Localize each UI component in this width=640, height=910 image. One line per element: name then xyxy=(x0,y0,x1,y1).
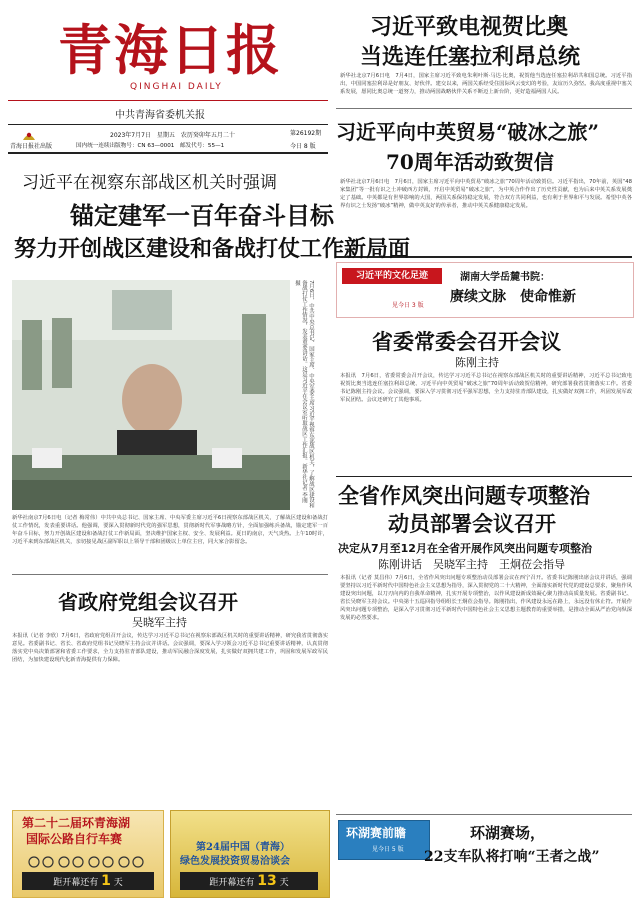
headline1-body: 新华社北京7月6日电 7月4日，国家主席习近平致电朱利叶斯·马达·比奥，祝贺他当选连任塞拉利昂共和国总统。习近平指出，中国同塞拉利昂是好朋友、好伙伴。建交以来，两国关系经受住国际风云变幻的考验，友谊历久弥坚。我高度重视中塞关系发展，愿同比奥总统一道努力，推动两国战略伙伴关系不断迈上新台阶，更好造福两国人民。 xyxy=(340,73,632,95)
masthead-org: 中共青海省委机关报 xyxy=(115,110,205,121)
gov-title: 省政府党组会议召开 xyxy=(58,590,238,614)
lead-title-line2: 努力开创战区建设和备战打仗工作新局面 xyxy=(14,236,411,262)
standing-subtitle: 陈刚主持 xyxy=(455,356,499,369)
style-sub2: 陈刚讲话 吴晓军主持 王炯莅会指导 xyxy=(378,558,565,571)
headline2-title-line2: 70周年活动致贺信 xyxy=(386,150,554,174)
ad-cycling-count-num: 1 xyxy=(101,873,111,889)
headline1-title-line1: 习近平致电视贺比奥 xyxy=(370,14,569,40)
headline1-title-line2: 当选连任塞拉利昂总统 xyxy=(360,44,581,70)
masthead-publisher: 青海日报社出版 xyxy=(10,143,53,150)
culture-subhead: 湖南大学岳麓书院： xyxy=(460,272,550,283)
ad-fair-countdown xyxy=(180,872,318,890)
culture-title: 赓续文脉 使命惟新 xyxy=(450,289,576,305)
standing-title: 省委常委会召开会议 xyxy=(372,329,561,354)
style-sub1: 决定从7月至12月在全省开展作风突出问题专项整治 xyxy=(338,542,592,555)
ad-cycling-line2: 国际公路自行车赛 xyxy=(26,832,123,846)
ad-fair-count-pre: 距开幕还有 xyxy=(209,878,255,888)
race-title-line2: 22支车队将打响“王者之战” xyxy=(424,849,600,865)
style-title-line1: 全省作风突出问题专项整治 xyxy=(338,483,590,508)
culture-banner: 习近平的文化足迹 xyxy=(342,268,442,284)
race-title-line1: 环湖赛场， xyxy=(470,824,546,842)
gov-subtitle: 吴晓军主持 xyxy=(132,616,187,629)
gov-body: 本报讯（记者 李欣）7月6日，省政府党组召开会议，传达学习习近平总书记在视察东部战区机关时的重要讲话精神，研究我省贯彻落实意见。省委副书记、省长、省政府党组书记吴晓军主持会议并讲话。会议强调，要深入学习领会习近平总书记重要讲话精神，认真贯彻落实党中央决策部署和省委工作要求，全力支持驻青部队建设，推动军民融合深度发展，扎实做好双拥共建工作，巩固和发展军政军民团结，为加快建设现代化新青海提供有力保障。 xyxy=(12,633,328,663)
masthead-cn-line: 国内统一连续出版物号：CN 63—0001 邮发代号：55—1 xyxy=(76,143,225,149)
lead-body: 新华社南京7月6日电（记者 梅常伟）中共中央总书记、国家主席、中央军委主席习近平6日视察东部战区机关，了解战区建设和备战打仗工作情况，发表重要讲话。他强调，要深入贯彻新时代党的强军思想，贯彻新时代军事战略方针，全面加强练兵备战，锚定建军一百年奋斗目标，努力开创战区建设和备战打仗工作新局面，坚决维护国家主权、安全、发展利益。夏日的南京，天气炎热。上午10时许，习近平来到东部战区机关，亲切接见战区副军职以上领导干部和团级以上单位主官，同大家合影留念。 xyxy=(12,515,328,545)
masthead-pinyin: QINGHAI DAILY xyxy=(130,82,223,92)
race-banner: 环湖赛前瞻 xyxy=(346,826,407,840)
ad-fair-line1: 第24届中国（青海） xyxy=(196,842,290,853)
standing-body: 本报讯 7月6日，省委常委会召开会议，传达学习习近平总书记在视察东部战区机关时的重要讲话精神，习近平总书记致电祝贺比奥当选连任塞拉利昂总统、习近平向中英贸易“破冰之旅”70周年活动致贺信精神，研究部署我省贯彻落实工作。省委书记陈刚主持会议。会议强调，要深入学习贯彻习近平强军思想，全力支持驻青部队建设，扎实做好双拥工作，巩固发展军政军民团结。会议还研究了其他事项。 xyxy=(340,373,632,403)
lead-photo-caption: 7月6日，中共中央总书记、国家主席、中央军委主席习近平视察东部战区机关，了解战区建设和备战打仗工作情况，发表重要讲话。这是习近平在会议室听取战区工作汇报。新华社记者 李刚 摄 xyxy=(294,280,314,509)
ad-cycling-count-post: 天 xyxy=(113,878,123,888)
cyclists-icon xyxy=(26,848,146,868)
style-title-line2: 动员部署会议召开 xyxy=(388,511,556,536)
masthead-pages: 今日 8 版 xyxy=(290,143,316,150)
masthead-issue-no: 第26192期 xyxy=(290,130,322,137)
race-page-ref: 见今日 5 版 xyxy=(372,846,404,853)
ad-fair-line2: 绿色发展投资贸易洽谈会 xyxy=(180,856,290,867)
newspaper-logo-icon xyxy=(22,127,36,139)
headline2-title-line1: 习近平向中英贸易“破冰之旅” xyxy=(336,120,600,144)
masthead-date: 2023年7月7日 星期五 农历癸卯年五月二十 xyxy=(110,132,235,139)
lead-title-line1: 锚定建军一百年奋斗目标 xyxy=(70,201,334,230)
culture-page-ref: 见今日 3 版 xyxy=(392,302,424,309)
lead-photo xyxy=(12,280,290,510)
ad-cycling-countdown xyxy=(22,872,154,890)
style-body: 本报讯（记者 莫昌伟）7月6日，全省作风突出问题专项整治动员部署会议在西宁召开。省委书记陈刚出席会议并讲话，强调要坚持以习近平新时代中国特色社会主义思想为指导，深入贯彻党的二十大精神，全面落实新时代党的建设总要求，聚焦作风建设突出问题，以刀刃向内的自我革命精神，扎实开展专项整治，以作风建设新成效凝心聚力推动高质量发展。省委副书记、省长吴晓军主持会议。中央第十五巡回指导组组长王炯莅会指导。陈刚指出，作风建设永远在路上，永远没有休止符。开展作风突出问题专项整治，是深入学习贯彻习近平新时代中国特色社会主义思想主题教育的重要举措，是推动全面从严治党向纵深发展的必然要求。 xyxy=(340,575,632,621)
masthead-title: 青海日报 xyxy=(58,18,282,82)
lead-kicker: 习近平在视察东部战区机关时强调 xyxy=(22,173,277,193)
headline2-body: 新华社北京7月6日电 7月6日，国家主席习近平向中英贸易“破冰之旅”70周年活动致贺信。习近平指出，70年前，英国“48家集团”等一批有识之士冲破西方封锁，开启中英贸易“破冰之旅”，为中英合作作出了历史性贡献，也为后来中英关系发展奠定了基础。中英都是有世界影响的大国，两国关系保持稳定发展，符合双方共同利益，也有利于世界和平与发展。希望中英各界有识之士发扬“破冰”精神，做中英友好的传承者，推动中英关系健康稳定发展。 xyxy=(340,179,632,209)
ad-fair-count-post: 天 xyxy=(279,878,289,888)
ad-cycling-line1: 第二十二届环青海湖 xyxy=(22,816,131,830)
ad-fair-count-num: 13 xyxy=(257,873,277,889)
ad-cycling-count-pre: 距开幕还有 xyxy=(53,878,99,888)
